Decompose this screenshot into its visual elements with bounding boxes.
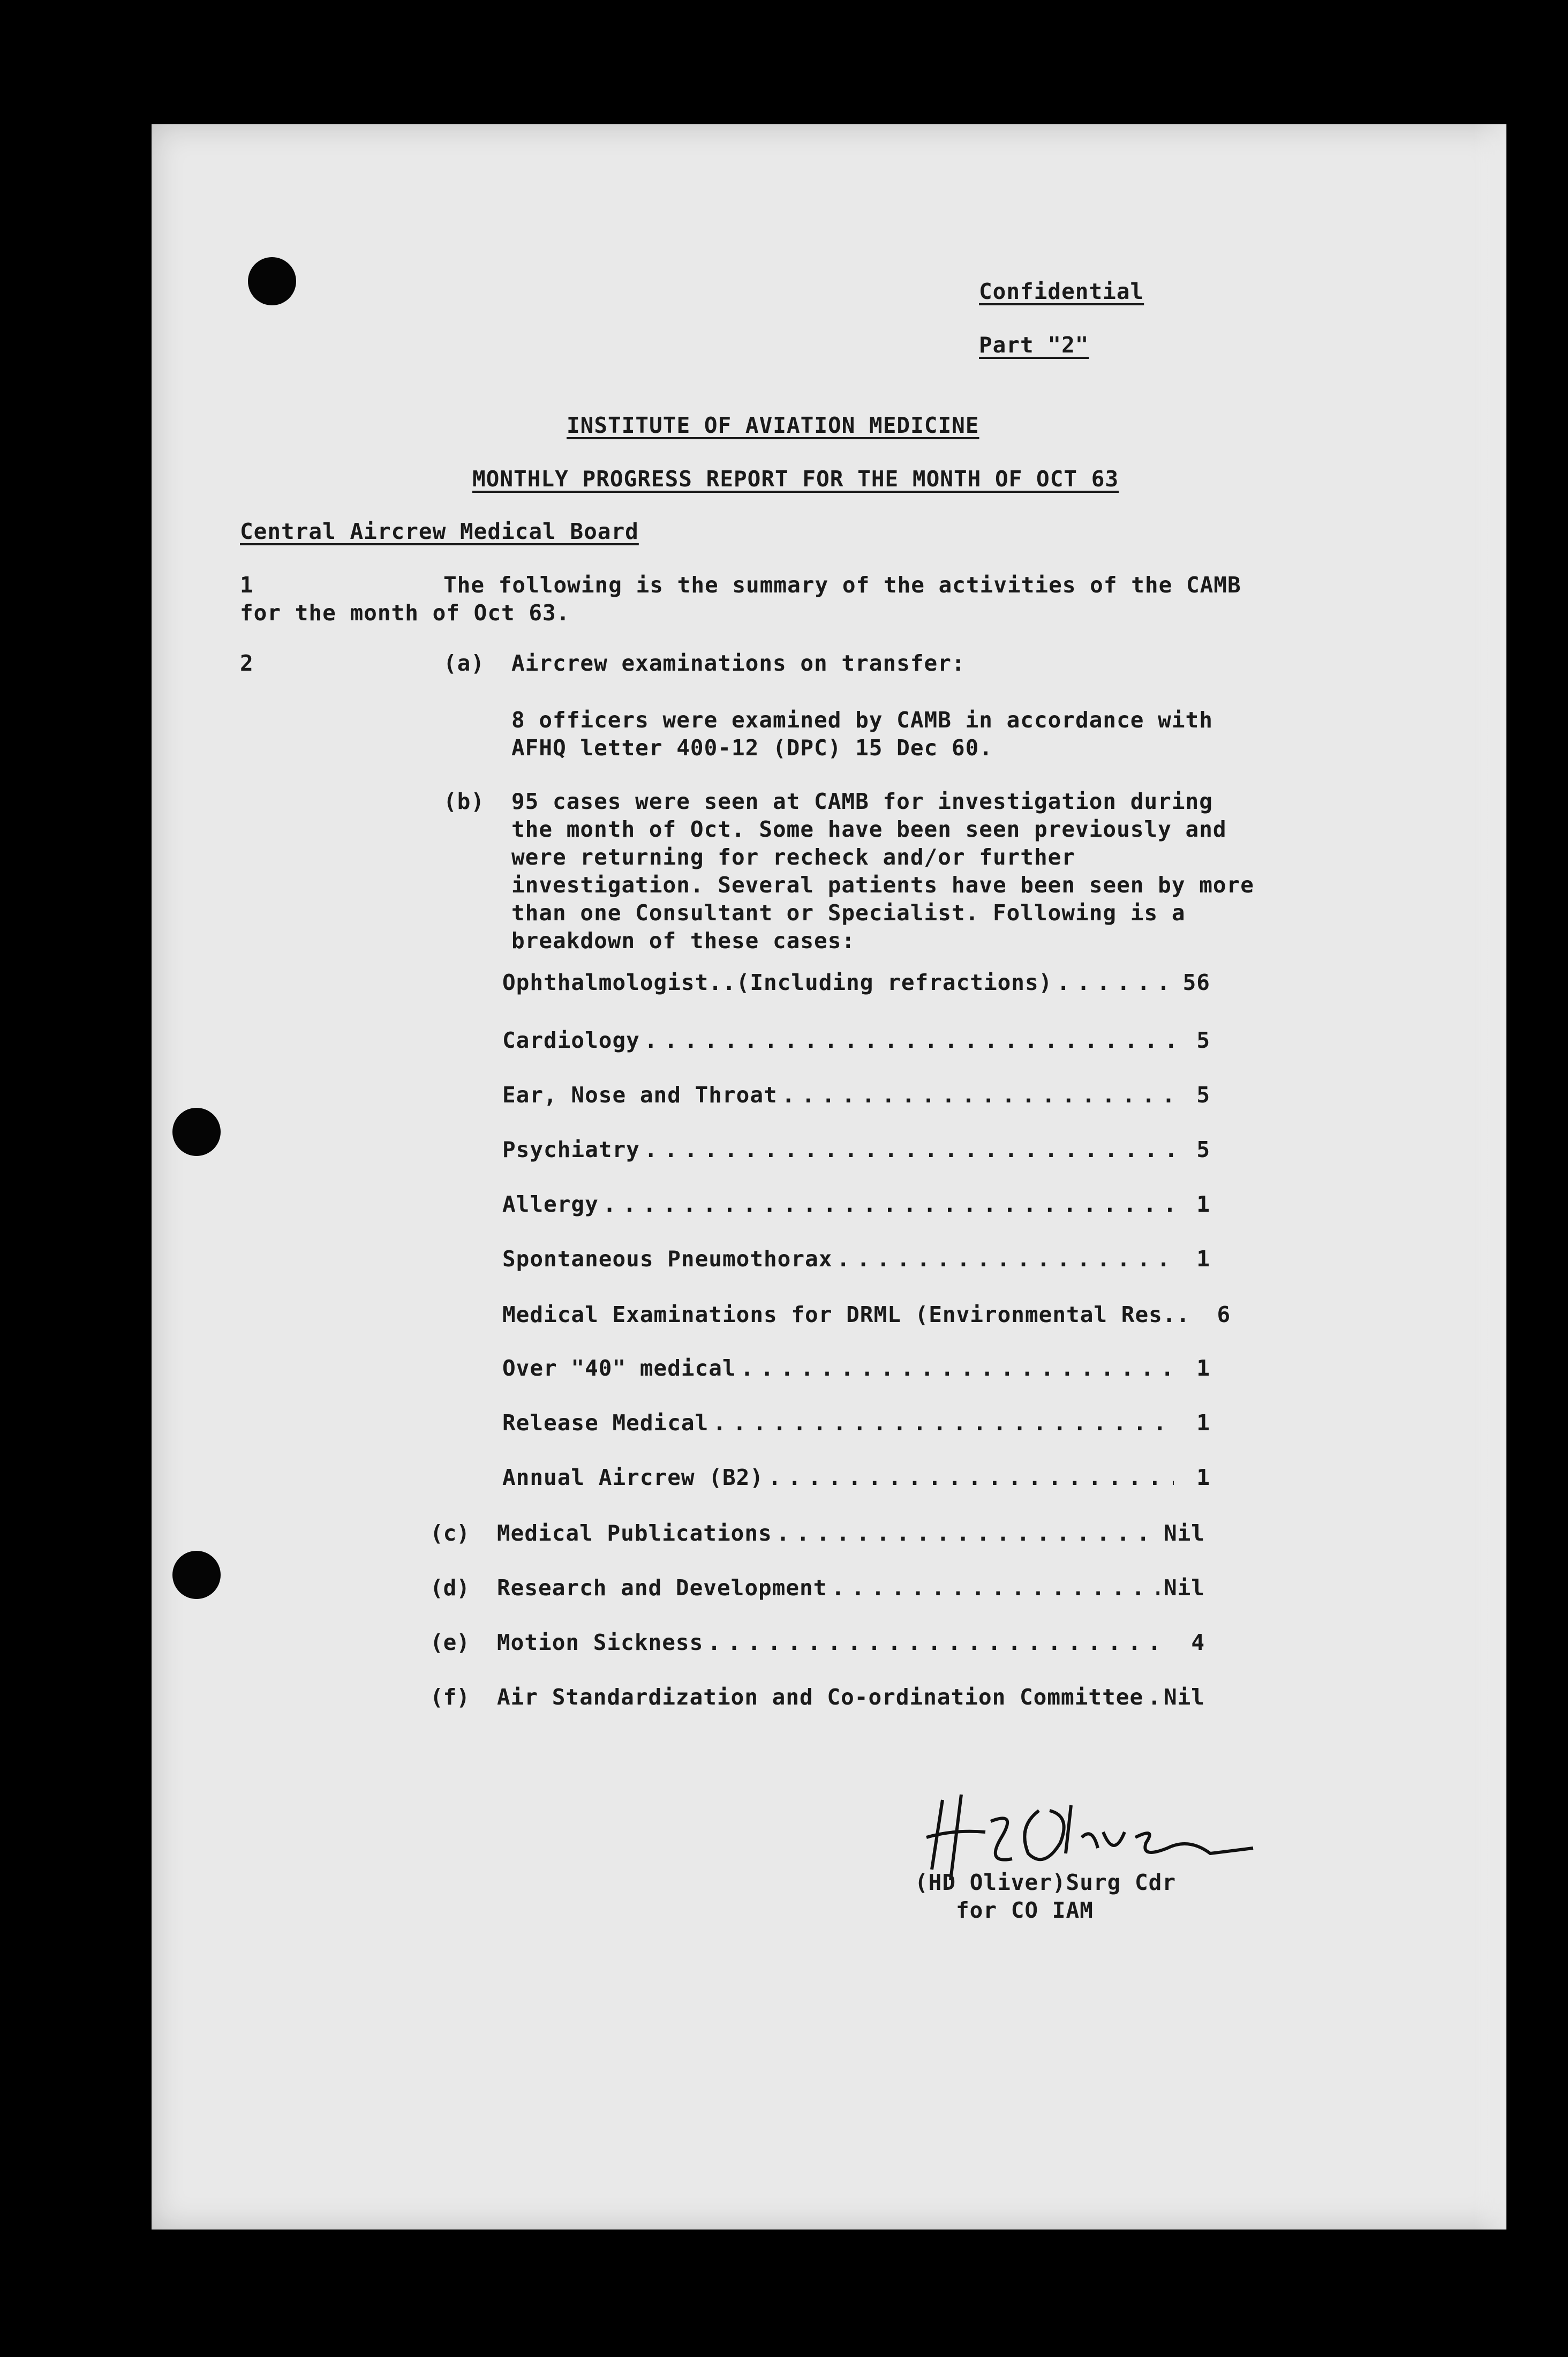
breakdown-value: 56 — [1182, 970, 1210, 995]
para2a-label: (a) — [443, 650, 485, 676]
para2b-text: 95 cases were seen at CAMB for investigation during the month of Oct. Some have been seen previously and were returning for recheck and/or further investigation. Several patients have been seen by more than one Consultant or Specialist. Following is a breakdown of these cases: — [511, 789, 1254, 954]
signature-for: for CO IAM — [956, 1897, 1094, 1923]
item-label: Research and Development — [497, 1575, 827, 1601]
para1-number: 1 — [240, 572, 254, 598]
breakdown-value: 1 — [1196, 1465, 1210, 1490]
breakdown-row — [502, 1246, 1210, 1272]
leader-dots — [741, 1355, 1174, 1381]
classification-label: Confidential — [979, 279, 1144, 304]
para2a-title: Aircrew examinations on transfer: — [511, 650, 966, 676]
leader-dots — [1057, 970, 1174, 995]
leader-dots — [1148, 1684, 1159, 1710]
item-value: 4 — [1191, 1630, 1205, 1655]
leader-dots — [644, 1027, 1174, 1053]
punch-hole-bottom — [172, 1551, 221, 1599]
breakdown-row — [502, 1082, 1210, 1108]
leader-dots — [836, 1246, 1174, 1272]
breakdown-value: 1 — [1196, 1410, 1210, 1436]
breakdown-label: Allergy — [502, 1191, 599, 1217]
breakdown-row — [502, 1027, 1210, 1053]
document-title: INSTITUTE OF AVIATION MEDICINE — [567, 412, 979, 438]
breakdown-value: 1 — [1196, 1355, 1210, 1381]
breakdown-row — [502, 1191, 1210, 1217]
breakdown-value: 1 — [1196, 1191, 1210, 1217]
breakdown-row — [502, 1465, 1210, 1490]
breakdown-value: 5 — [1196, 1027, 1210, 1053]
item-label: Motion Sickness — [497, 1630, 704, 1655]
signature-name: (HD Oliver)Surg Cdr — [915, 1870, 1176, 1895]
breakdown-label: Annual Aircrew (B2) — [502, 1465, 764, 1490]
item-letter: (f) — [430, 1684, 470, 1710]
punch-hole-middle — [172, 1108, 221, 1156]
item-value: Nil — [1163, 1520, 1205, 1546]
breakdown-row — [502, 1355, 1210, 1381]
item-value: Nil — [1163, 1684, 1205, 1710]
section-heading: Central Aircrew Medical Board — [240, 519, 639, 544]
document-subtitle: MONTHLY PROGRESS REPORT FOR THE MONTH OF OCT 63 — [472, 466, 1119, 492]
breakdown-value: 5 — [1196, 1137, 1210, 1162]
breakdown-value: 6 — [1217, 1302, 1231, 1327]
document-page — [152, 124, 1506, 2230]
item-row — [497, 1684, 1205, 1710]
breakdown-label: Cardiology — [502, 1027, 640, 1053]
breakdown-row — [502, 1410, 1210, 1436]
punch-hole-top — [248, 257, 296, 305]
para2b-label: (b) — [443, 789, 485, 814]
leader-dots — [782, 1082, 1174, 1108]
item-letter: (d) — [430, 1575, 470, 1601]
leader-dots — [831, 1575, 1159, 1601]
leader-dots — [644, 1137, 1174, 1162]
item-letter: (e) — [430, 1630, 470, 1655]
part-label: Part "2" — [979, 332, 1089, 358]
para2a-text: 8 officers were examined by CAMB in accordance with AFHQ letter 400-12 (DPC) 15 Dec 60. — [511, 707, 1213, 761]
item-row — [497, 1575, 1205, 1601]
breakdown-label: Medical Examinations for DRML (Environmental Res.. — [502, 1302, 1190, 1327]
breakdown-value: 5 — [1196, 1082, 1210, 1108]
item-label: Medical Publications — [497, 1520, 772, 1546]
leader-dots — [713, 1410, 1174, 1436]
breakdown-label: Ear, Nose and Throat — [502, 1082, 778, 1108]
breakdown-row — [502, 1137, 1210, 1162]
item-label: Air Standardization and Co-ordination Committee — [497, 1684, 1144, 1710]
breakdown-row — [502, 970, 1210, 995]
breakdown-label: Ophthalmologist..(Including refractions) — [502, 970, 1053, 995]
para1-text: The following is the summary of the activities of the CAMB for the month of Oct 63. — [240, 572, 1241, 626]
leader-dots — [777, 1520, 1159, 1546]
breakdown-label: Release Medical — [502, 1410, 709, 1436]
leader-dots — [603, 1191, 1174, 1217]
item-value: Nil — [1163, 1575, 1205, 1601]
breakdown-value: 1 — [1196, 1246, 1210, 1272]
breakdown-label: Psychiatry — [502, 1137, 640, 1162]
leader-dots — [707, 1630, 1169, 1655]
breakdown-label: Over "40" medical — [502, 1355, 736, 1381]
scan-streak — [1474, 124, 1506, 2230]
item-letter: (c) — [430, 1520, 470, 1546]
para2-number: 2 — [240, 650, 254, 676]
item-row — [497, 1630, 1205, 1655]
breakdown-row — [502, 1302, 1231, 1327]
breakdown-label: Spontaneous Pneumothorax — [502, 1246, 833, 1272]
item-row — [497, 1520, 1205, 1546]
leader-dots — [768, 1465, 1174, 1490]
